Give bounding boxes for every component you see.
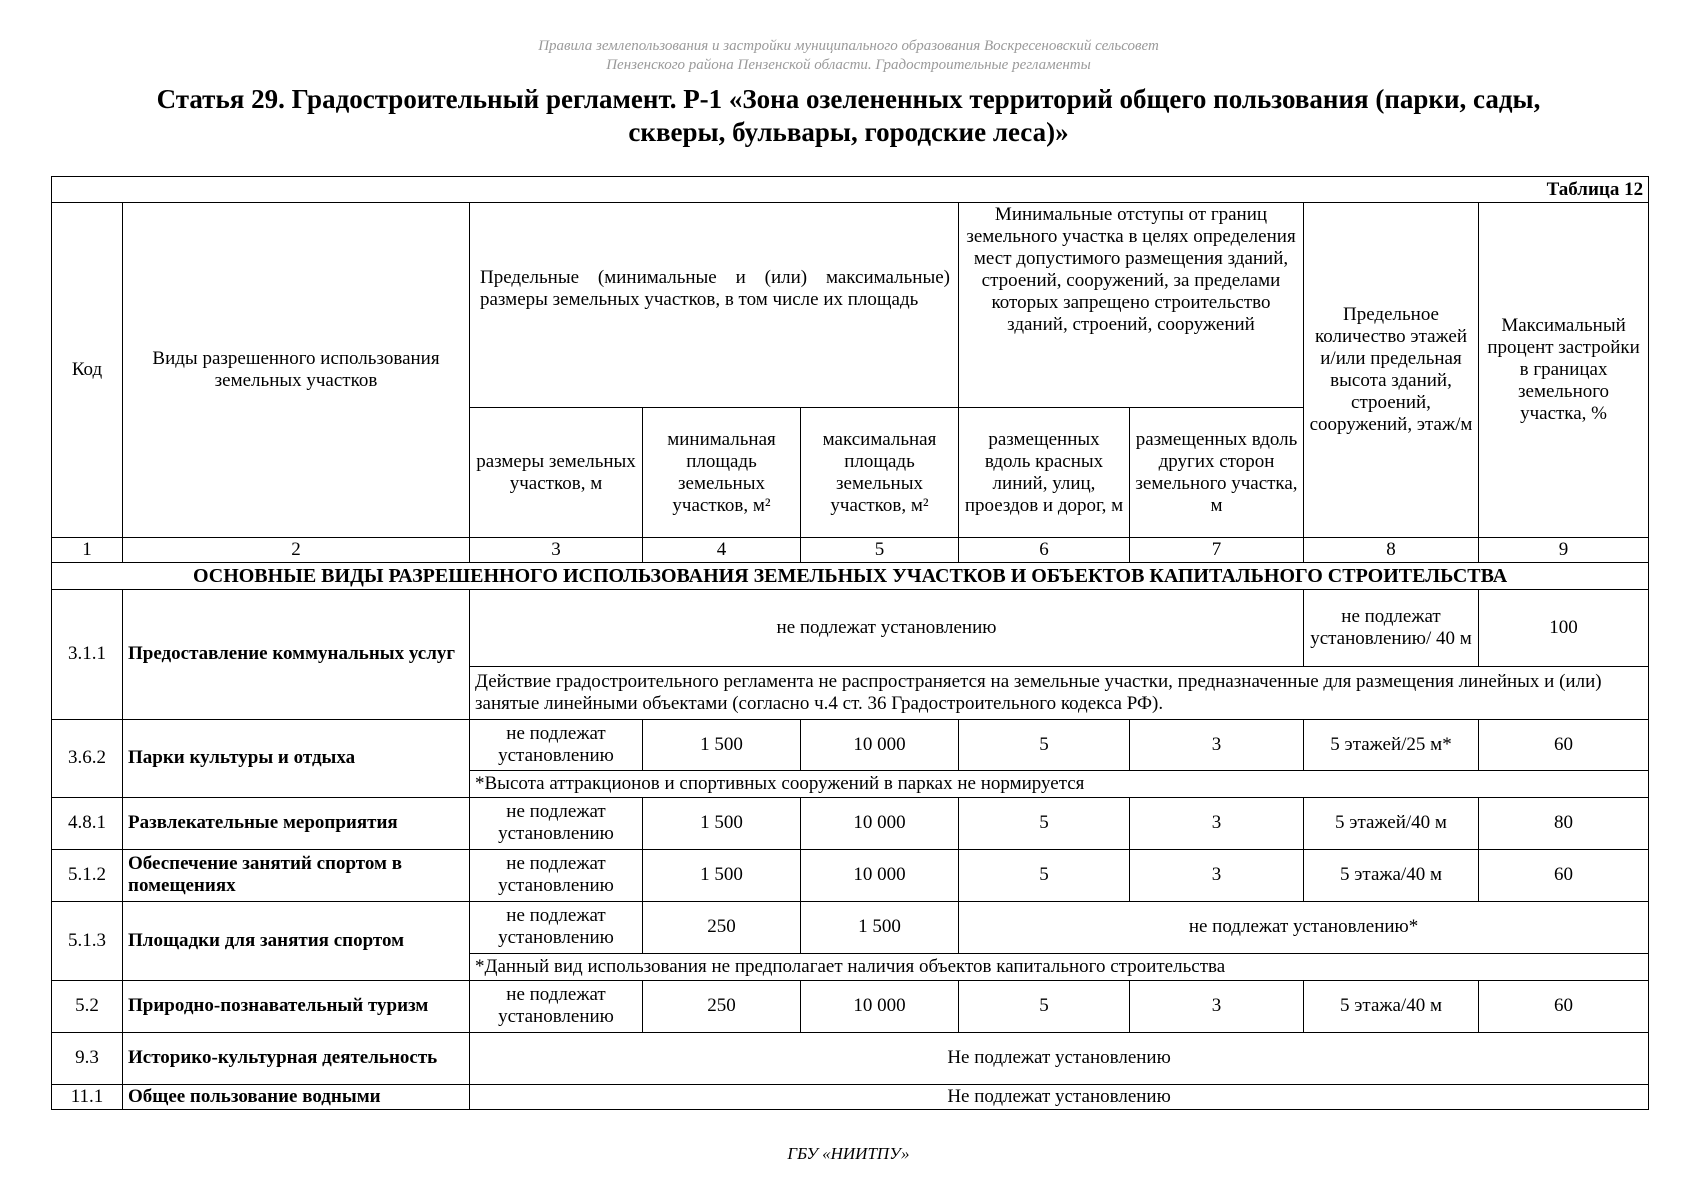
regulation-table <box>51 176 1649 1110</box>
row-use-name: Парки культуры и отдыха <box>123 719 470 797</box>
column-number: 7 <box>1130 538 1304 563</box>
page-title-line-1: Статья 29. Градостроительный регламент. Р-1 «Зона озелененных территорий общего пользования (парки, сады, <box>156 84 1541 114</box>
column-number: 8 <box>1304 538 1479 563</box>
cell-min-area: 1 500 <box>643 849 801 901</box>
cell-other-sides: 3 <box>1130 849 1304 901</box>
row-use-name: Площадки для занятия спортом <box>123 901 470 980</box>
header-sub-max-area: максимальная площадь земельных участков, м² <box>801 408 959 538</box>
cell-floors: 5 этажей/40 м <box>1304 797 1479 849</box>
row-note: Действие градостроительного регламента не распространяется на земельные участки, предназначенные для размещения линейных и (или) занятые линейными объектами (согласно ч.4 ст. 36 Градостроительного кодекса РФ). <box>470 667 1649 719</box>
row-code: 11.1 <box>52 1084 123 1109</box>
header-sub-min-area: минимальная площадь земельных участков, м² <box>643 408 801 538</box>
cell-coverage: 60 <box>1479 849 1649 901</box>
cell-red-lines: 5 <box>959 849 1130 901</box>
cell-min-area: 1 500 <box>643 719 801 770</box>
row-code: 3.1.1 <box>52 590 123 719</box>
header-use-types: Виды разрешенного использования земельных участков <box>123 203 470 538</box>
column-number: 9 <box>1479 538 1649 563</box>
table-label-row <box>52 177 1649 203</box>
cell-sizes: не подлежат установлению <box>470 901 643 953</box>
row-use-name: Природно-познавательный туризм <box>123 980 470 1032</box>
header-sub-red-lines: размещенных вдоль красных линий, улиц, проездов и дорог, м <box>959 408 1130 538</box>
row-use-name: Обеспечение занятий спортом в помещениях <box>123 849 470 901</box>
cell-max-area: 1 500 <box>801 901 959 953</box>
row-code: 3.6.2 <box>52 719 123 797</box>
running-header-line-1: Правила землепользования и застройки муниципального образования Воскресеновский сельсовет <box>538 38 1159 54</box>
row-note: *Высота аттракционов и спортивных сооружений в парках не нормируется <box>470 770 1649 797</box>
page-title <box>80 83 1617 149</box>
table-row <box>52 1084 1649 1109</box>
section-title: ОСНОВНЫЕ ВИДЫ РАЗРЕШЕННОГО ИСПОЛЬЗОВАНИЯ ЗЕМЕЛЬНЫХ УЧАСТКОВ И ОБЪЕКТОВ КАПИТАЛЬНОГО СТРОИТЕЛЬСТВА <box>52 563 1649 590</box>
cell-other-sides: 3 <box>1130 797 1304 849</box>
cell-merged: Не подлежат установлению <box>470 1084 1649 1109</box>
cell-max-area: 10 000 <box>801 719 959 770</box>
cell-other-sides: 3 <box>1130 719 1304 770</box>
column-number: 6 <box>959 538 1130 563</box>
row-use-name: Предоставление коммунальных услуг <box>123 590 470 719</box>
column-number: 3 <box>470 538 643 563</box>
column-number: 4 <box>643 538 801 563</box>
row-code: 9.3 <box>52 1032 123 1084</box>
row-code: 5.1.3 <box>52 901 123 980</box>
cell-sizes: не подлежат установлению <box>470 980 643 1032</box>
header-floors: Предельное количество этажей и/или предельная высота зданий, строений, сооружений, этаж/м <box>1304 203 1479 538</box>
column-number: 2 <box>123 538 470 563</box>
cell-floors: 5 этажа/40 м <box>1304 980 1479 1032</box>
table-row <box>52 849 1649 901</box>
table-row <box>52 590 1649 667</box>
cell-floors: 5 этажа/40 м <box>1304 849 1479 901</box>
row-use-name: Общее пользование водными <box>123 1084 470 1109</box>
cell-coverage: 100 <box>1479 590 1649 667</box>
cell-merged: Не подлежат установлению <box>470 1032 1649 1084</box>
header-plot-sizes: Предельные (минимальные и (или) максимальные) размеры земельных участков, в том числе их площадь <box>470 203 959 408</box>
row-code: 4.8.1 <box>52 797 123 849</box>
cell-floors: 5 этажей/25 м* <box>1304 719 1479 770</box>
cell-min-area: 250 <box>643 901 801 953</box>
column-number: 1 <box>52 538 123 563</box>
row-code: 5.2 <box>52 980 123 1032</box>
header-row-1 <box>52 203 1649 408</box>
column-number: 5 <box>801 538 959 563</box>
cell-coverage: 80 <box>1479 797 1649 849</box>
table-row <box>52 901 1649 953</box>
header-sub-sizes: размеры земельных участков, м <box>470 408 643 538</box>
cell-sizes-merged: не подлежат установлению <box>470 590 1304 667</box>
cell-coverage: 60 <box>1479 980 1649 1032</box>
header-sub-other-sides: размещенных вдоль других сторон земельного участка, м <box>1130 408 1304 538</box>
cell-min-area: 250 <box>643 980 801 1032</box>
cell-red-lines: 5 <box>959 719 1130 770</box>
cell-sizes: не подлежат установлению <box>470 849 643 901</box>
cell-other-sides: 3 <box>1130 980 1304 1032</box>
row-use-name: Историко-культурная деятельность <box>123 1032 470 1084</box>
cell-rest-merged: не подлежат установлению* <box>959 901 1649 953</box>
cell-max-area: 10 000 <box>801 849 959 901</box>
row-note: *Данный вид использования не предполагает наличия объектов капитального строительства <box>470 953 1649 980</box>
cell-floors: не подлежат установлению/ 40 м <box>1304 590 1479 667</box>
cell-max-area: 10 000 <box>801 797 959 849</box>
footer-organization: ГБУ «НИИТПУ» <box>787 1144 910 1163</box>
running-header-line-2: Пензенского района Пензенской области. Градостроительные регламенты <box>606 57 1091 73</box>
table-row <box>52 980 1649 1032</box>
header-coverage: Максимальный процент застройки в границах земельного участка, % <box>1479 203 1649 538</box>
row-code: 5.1.2 <box>52 849 123 901</box>
header-code: Код <box>52 203 123 538</box>
table-row <box>52 1032 1649 1084</box>
section-row <box>52 563 1649 590</box>
cell-sizes: не подлежат установлению <box>470 797 643 849</box>
column-numbers-row <box>52 538 1649 563</box>
cell-coverage: 60 <box>1479 719 1649 770</box>
row-use-name: Развлекательные мероприятия <box>123 797 470 849</box>
cell-min-area: 1 500 <box>643 797 801 849</box>
running-header <box>0 37 1697 75</box>
table-row <box>52 719 1649 770</box>
header-setbacks: Минимальные отступы от границ земельного участка в целях определения мест допустимого размещения зданий, строений, сооружений, за пределами которых запрещено строительство зданий, строений, сооружений <box>959 203 1304 408</box>
cell-red-lines: 5 <box>959 980 1130 1032</box>
cell-sizes: не подлежат установлению <box>470 719 643 770</box>
table-number: Таблица 12 <box>52 177 1649 203</box>
page-title-line-2: скверы, бульвары, городские леса)» <box>628 117 1069 147</box>
cell-max-area: 10 000 <box>801 980 959 1032</box>
cell-red-lines: 5 <box>959 797 1130 849</box>
table-row <box>52 797 1649 849</box>
